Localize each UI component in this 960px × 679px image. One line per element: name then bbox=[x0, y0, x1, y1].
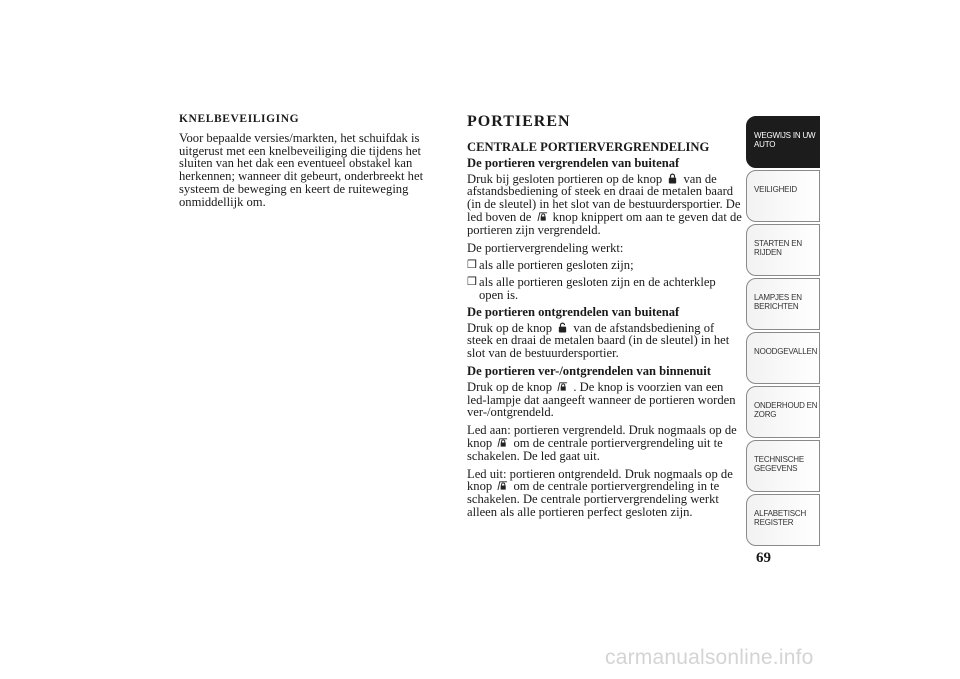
body-text bbox=[467, 381, 743, 419]
page-title: PORTIEREN bbox=[467, 113, 571, 130]
checkbox-bullet-icon: ❒ bbox=[467, 259, 477, 272]
checkbox-bullet-icon: ❒ bbox=[467, 276, 477, 289]
tab-lampjes[interactable]: LAMPJES EN BERICHTEN bbox=[746, 278, 820, 330]
text-run: Led aan: portieren vergrendeld. Druk nogmaals op de knop bbox=[467, 423, 737, 450]
section-heading-unlock-outside: De portieren ontgrendelen van buitenaf bbox=[467, 304, 680, 319]
tab-veiligheid[interactable]: VEILIGHEID bbox=[746, 170, 820, 222]
list-intro: De portiervergrendeling werkt: bbox=[467, 240, 624, 255]
text-run: knop knippert om aan te geven dat de portieren zijn vergrendeld. bbox=[467, 209, 742, 237]
watermark: carmanualsonline.info bbox=[605, 646, 814, 669]
lock-button-icon bbox=[497, 480, 508, 491]
text-run: om de centrale portiervergrendeling in te schakelen. De centrale portiervergrendeling werkt alleen als alle portieren perfect gesloten zijn. bbox=[467, 479, 720, 519]
tab-register[interactable]: ALFABETISCH REGISTER bbox=[746, 494, 820, 546]
body-text bbox=[467, 173, 743, 237]
text-run: . De knop is voorzien van een led-lampje dat aangeeft wanneer de portieren worden ver-/ontgrendeld. bbox=[467, 379, 736, 420]
text-run: Druk op de knop bbox=[467, 320, 552, 335]
list-item bbox=[467, 259, 743, 272]
chapter-tabs bbox=[746, 116, 820, 548]
lock-open-icon bbox=[557, 322, 568, 333]
tab-wegwijs[interactable]: WEGWIJS IN UW AUTO bbox=[746, 116, 820, 168]
list-item-text: als alle portieren gesloten zijn en de achterklep open is. bbox=[479, 275, 716, 302]
left-column bbox=[179, 113, 449, 214]
lock-button-icon bbox=[557, 381, 568, 392]
body-text bbox=[467, 322, 743, 360]
text-run: Druk op de knop bbox=[467, 379, 552, 394]
text-run: Led uit: portieren ontgrendeld. Druk nogmaals op de knop bbox=[467, 466, 733, 494]
text-run: Druk bij gesloten portieren op de knop bbox=[467, 171, 663, 186]
text-run: om de centrale portiervergrendeling uit te schakelen. De led gaat uit. bbox=[467, 435, 723, 463]
subtitle: CENTRALE PORTIERVERGRENDELING bbox=[467, 140, 710, 154]
page-number: 69 bbox=[756, 550, 771, 566]
body-text bbox=[467, 424, 743, 462]
list-item bbox=[467, 276, 743, 302]
text-run: van de afstandsbediening of steek en draai de metalen baard (in de sleutel) in het slot van de bestuurdersportier. bbox=[467, 320, 730, 361]
lock-button-icon bbox=[537, 211, 548, 222]
list-item-text: als alle portieren gesloten zijn; bbox=[479, 258, 634, 273]
lock-closed-icon bbox=[667, 173, 678, 184]
text-run: van de afstandsbediening of steek en draai de metalen baard (in de sleutel) in het slot van de bestuurdersportier. De led boven de bbox=[467, 171, 741, 224]
section-heading-inside: De portieren ver-/ontgrendelen van binnenuit bbox=[467, 363, 711, 378]
tab-onderhoud[interactable]: ONDERHOUD EN ZORG bbox=[746, 386, 820, 438]
right-column bbox=[467, 113, 743, 524]
lock-button-icon bbox=[497, 437, 508, 448]
body-text bbox=[467, 468, 743, 519]
body-text: Voor bepaalde versies/markten, het schuifdak is uitgerust met een knelbeveiliging die tijdens het sluiten van het dak een eventueel obstakel kan herkennen; wanneer dit gebeurt, onderbreekt het systeem de beweging en keert de ruiteweging onmiddellijk om. bbox=[179, 130, 424, 209]
section-heading: KNELBEVEILIGING bbox=[179, 113, 300, 125]
tab-noodgevallen[interactable]: NOODGEVALLEN bbox=[746, 332, 820, 384]
tab-technische[interactable]: TECHNISCHE GEGEVENS bbox=[746, 440, 820, 492]
section-heading-lock-outside: De portieren vergrendelen van buitenaf bbox=[467, 155, 680, 170]
tab-starten[interactable]: STARTEN EN RIJDEN bbox=[746, 224, 820, 276]
